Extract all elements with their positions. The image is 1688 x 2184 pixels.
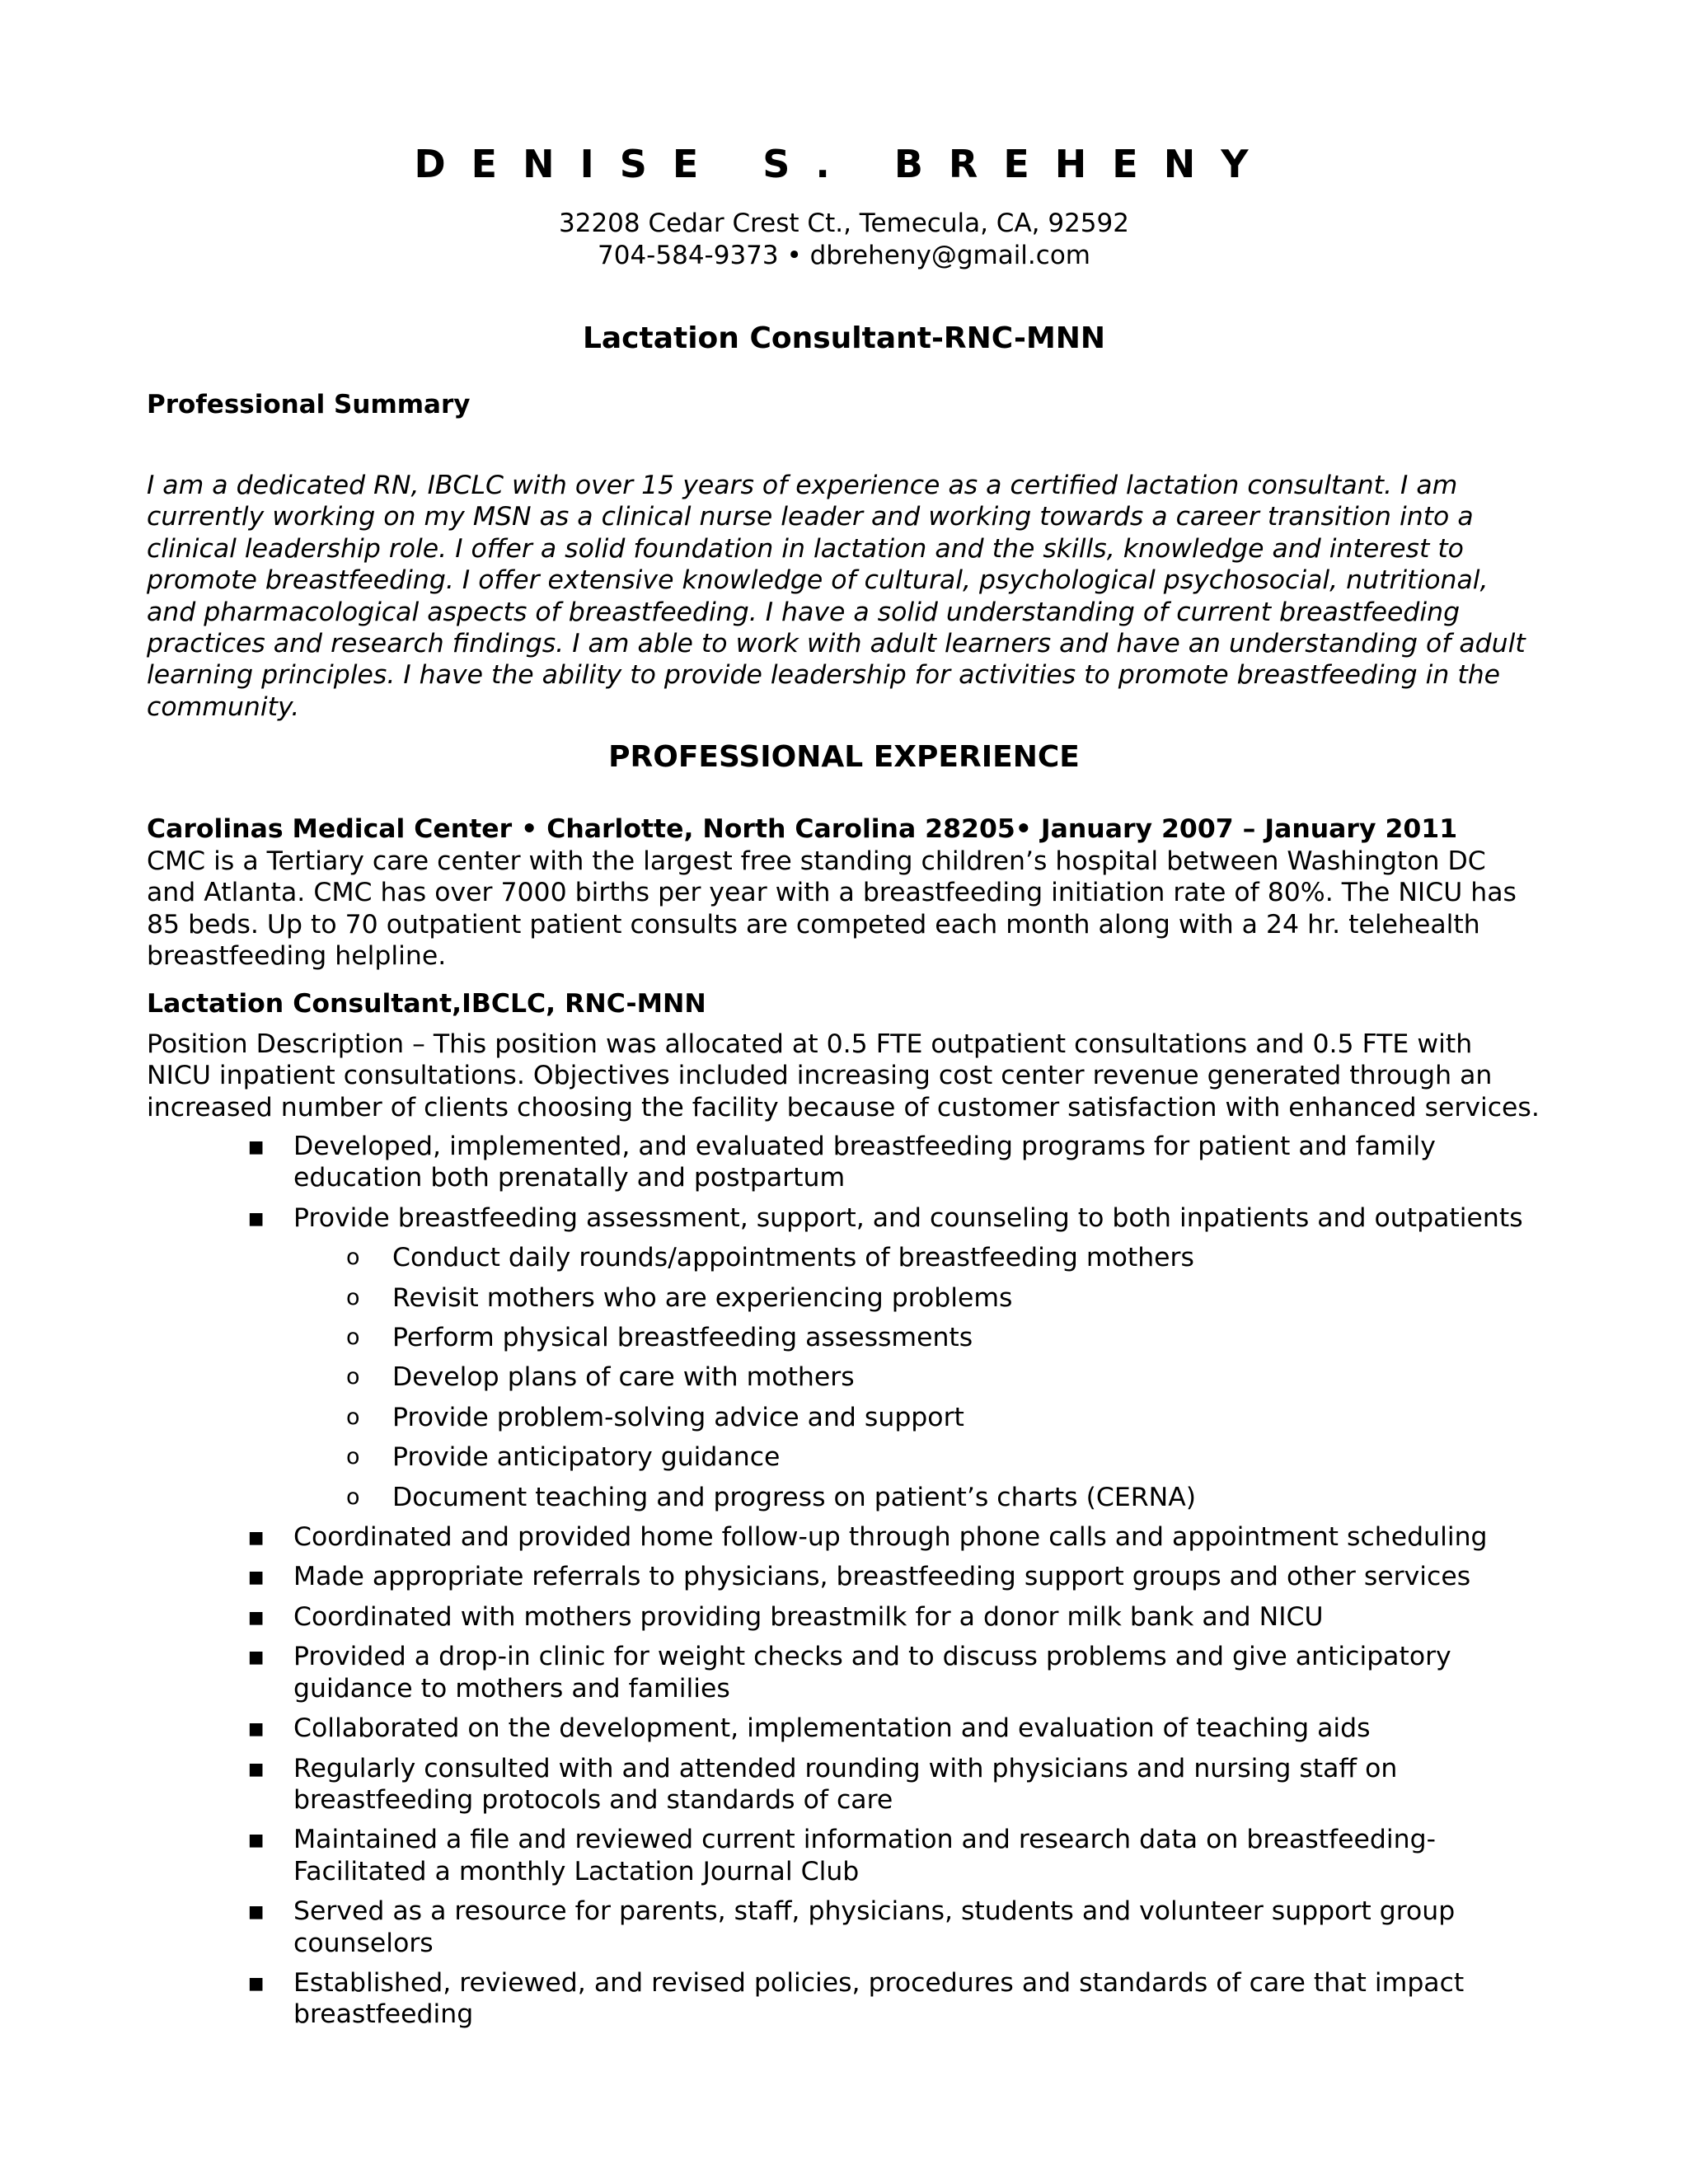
duty-text: Established, reviewed, and revised policies, procedures and standards of care that impact breastfeeding	[293, 1967, 1465, 2030]
duty-text: Developed, implemented, and evaluated breastfeeding programs for patient and family education both prenatally and postpartum	[293, 1132, 1436, 1193]
duty-text: Collaborated on the development, implementation and evaluation of teaching aids	[293, 1713, 1371, 1744]
address-line: 32208 Cedar Crest Ct., Temecula, CA, 92592	[559, 209, 1129, 238]
duty-subitem	[0, 1282, 1530, 1314]
duty-item	[0, 1713, 1530, 1744]
duty-item	[0, 1131, 1530, 1194]
square-bullet-icon: ▪	[247, 1825, 265, 1855]
job-heading: Carolinas Medical Center • Charlotte, North Carolina 28205• January 2007 – January 2011	[147, 814, 1458, 844]
duty-subitem	[0, 1482, 1530, 1513]
phone-email-line: 704-584-9373 • dbreheny@gmail.com	[598, 241, 1090, 270]
duty-text: Provided a drop-in clinic for weight checks and to discuss problems and give anticipatory guidance to mothers and families	[293, 1642, 1451, 1704]
duty-item	[0, 1967, 1530, 2031]
circle-bullet-icon: o	[346, 1483, 360, 1510]
duty-subitem	[0, 1361, 1530, 1393]
duty-text: Coordinated and provided home follow-up through phone calls and appointment scheduling	[293, 1522, 1488, 1553]
circle-bullet-icon: o	[346, 1364, 360, 1390]
duty-subitem	[0, 1322, 1530, 1353]
duty-text: Served as a resource for parents, staff, physicians, students and volunteer support group counselors	[293, 1896, 1456, 1958]
square-bullet-icon: ▪	[247, 1562, 265, 1592]
circle-bullet-icon: o	[346, 1324, 360, 1351]
duty-text: Made appropriate referrals to physicians, breastfeeding support groups and other services	[293, 1562, 1471, 1592]
duty-subtext: Provide anticipatory guidance	[392, 1442, 781, 1473]
circle-bullet-icon: o	[346, 1244, 360, 1271]
duty-subtext: Perform physical breastfeeding assessments	[392, 1323, 973, 1353]
duty-text: Maintained a file and reviewed current information and research data on breastfeeding- Facilitated a monthly Lactation Journal Club	[293, 1825, 1436, 1886]
square-bullet-icon: ▪	[247, 1202, 265, 1233]
duty-item	[0, 1753, 1530, 1816]
square-bullet-icon: ▪	[247, 1753, 265, 1783]
duty-item	[0, 1896, 1530, 1959]
duty-subitem	[0, 1402, 1530, 1433]
square-bullet-icon: ▪	[247, 1713, 265, 1744]
duty-item	[0, 1601, 1530, 1633]
duty-item	[0, 1824, 1530, 1887]
square-bullet-icon: ▪	[247, 1642, 265, 1672]
summary-heading: Professional Summary	[147, 390, 471, 419]
square-bullet-icon: ▪	[247, 1601, 265, 1632]
duty-subtext: Conduct daily rounds/appointments of breastfeeding mothers	[392, 1243, 1194, 1273]
experience-heading: PROFESSIONAL EXPERIENCE	[608, 740, 1080, 774]
duty-text: Provide breastfeeding assessment, support, and counseling to both inpatients and outpatients	[293, 1202, 1523, 1233]
duty-subitem	[0, 1242, 1530, 1273]
objective-title: Lactation Consultant-RNC-MNN	[582, 321, 1106, 355]
duty-text: Coordinated with mothers providing breastmilk for a donor milk bank and NICU	[293, 1601, 1324, 1632]
circle-bullet-icon: o	[346, 1404, 360, 1430]
square-bullet-icon: ▪	[247, 1522, 265, 1553]
candidate-name: DENISE S. BREHENY	[414, 142, 1274, 186]
duty-item	[0, 1202, 1530, 1234]
job-description: CMC is a Tertiary care center with the largest free standing children’s hospital between Washington DC and Atlanta. CMC has over 7000 births per year with a breastfeeding initiation rate of 80%. The NICU has 85 beds. Up to 70 outpatient patient consults are competed each month along with a 24 hr. telehealth breastfeeding helpline.	[147, 846, 1517, 972]
summary-text: I am a dedicated RN, IBCLC with over 15 years of experience as a certified lactation consultant. I am currently working on my MSN as a clinical nurse leader and working towards a career transition into a clinical leadership role. I offer a solid foundation in lactation and the skills, knowledge and interest to promote breastfeeding. I offer extensive knowledge of cultural, psychological psychosocial, nutritional, and pharmacological aspects of breastfeeding. I have a solid understanding of current breastfeeding practices and research findings. I am able to work with adult learners and have an understanding of adult learning principles. I have the ability to provide leadership for activities to promote breastfeeding in the community.	[147, 471, 1526, 722]
duty-text: Regularly consulted with and attended rounding with physicians and nursing staff on breastfeeding protocols and standards of care	[293, 1753, 1398, 1815]
duty-item	[0, 1641, 1530, 1704]
duty-subitem	[0, 1441, 1530, 1473]
contact-block	[0, 208, 1688, 272]
duty-subtext: Provide problem-solving advice and support	[392, 1402, 964, 1432]
duty-item	[0, 1521, 1530, 1553]
square-bullet-icon: ▪	[247, 1896, 265, 1927]
role-title: Lactation Consultant,IBCLC, RNC-MNN	[147, 989, 706, 1019]
duties-list	[0, 1131, 1688, 2039]
duty-item	[0, 1561, 1530, 1592]
square-bullet-icon: ▪	[247, 1132, 265, 1161]
duty-subtext: Develop plans of care with mothers	[392, 1362, 855, 1393]
duty-subtext: Document teaching and progress on patient’s charts (CERNA)	[392, 1482, 1197, 1512]
duty-subtext: Revisit mothers who are experiencing problems	[392, 1282, 1013, 1313]
circle-bullet-icon: o	[346, 1284, 360, 1310]
square-bullet-icon: ▪	[247, 1967, 265, 1998]
position-description: Position Description – This position was allocated at 0.5 FTE outpatient consultations and 0.5 FTE with NICU inpatient consultations. Objectives included increasing cost center revenue generated through an increased number of clients choosing the facility because of customer satisfaction with enhanced services.	[147, 1029, 1540, 1122]
circle-bullet-icon: o	[346, 1444, 360, 1470]
